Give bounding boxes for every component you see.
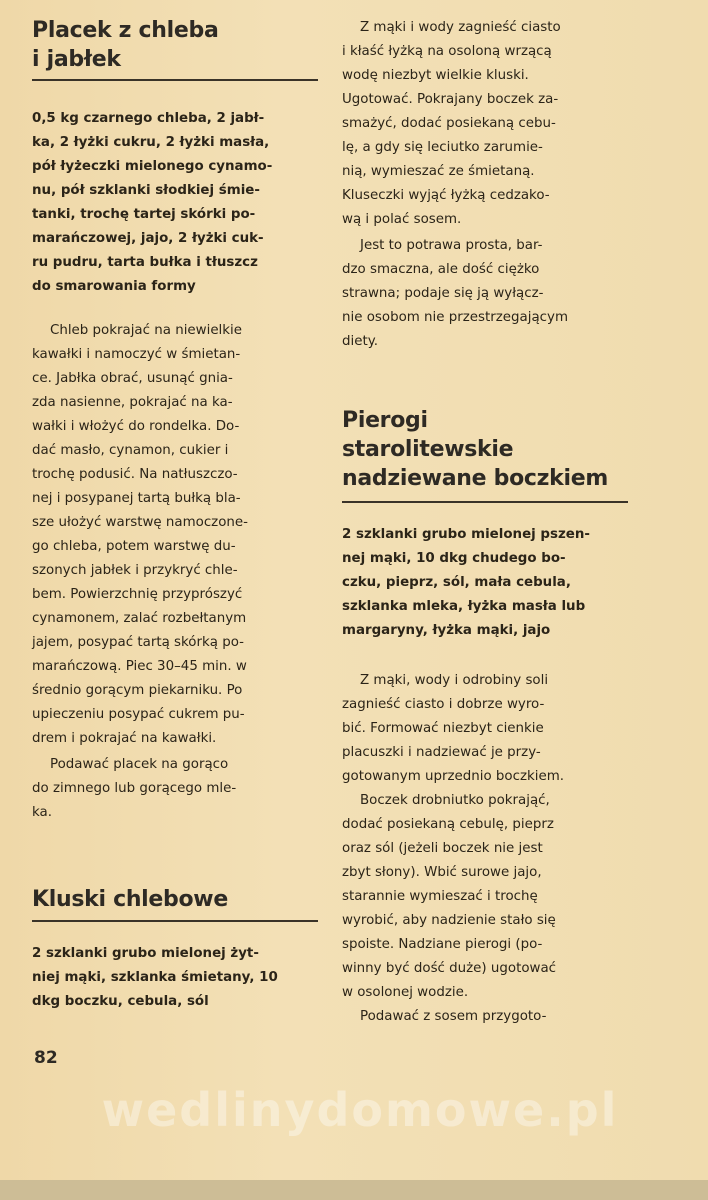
method-kluski: Z mąki i wody zagnieść ciasto i kłaść łyżką na osoloną wrzącą wodę niezbyt wielkie kluski. Ugotować. Pokrajany boczek za- smażyć, dodać posiekaną cebu- lę, a gdy się leciutko zarumie- nią, wymieszać ze śmietaną. Kluseczki wyjąć łyżką cedzako- wą i polać sosem.: [342, 20, 561, 227]
filling-pierogi: Boczek drobniutko pokrająć, dodać posiekaną cebulę, pieprz oraz sól (jeżeli boczek nie jest zbyt słony). Wbić surowe jajo, starannie wymieszać i trochę wyrobić, aby nadzienie stało się spoiste. Nadziane pierogi (po- winny być dość duże) ugotować w osolonej wodzie.: [342, 793, 557, 1000]
title-line: starolitewskie: [342, 437, 514, 462]
serving-pierogi: Podawać z sosem przygoto-: [360, 1009, 547, 1024]
title-rule: [32, 920, 318, 922]
serving-placek: Podawać placek na gorąco do zimnego lub gorącego mle- ka.: [32, 757, 237, 820]
title-rule: [32, 79, 318, 81]
right-column: [342, 0, 632, 1029]
watermark: wedlinydomowe.pl: [101, 1083, 619, 1137]
note-kluski: Jest to potrawa prosta, bar- dzo smaczna, ale dość ciężko strawna; podaje się ją wyłącz- nie osobom nie przestrzegającym diety.: [342, 238, 568, 349]
page-bottom-edge: [0, 1180, 708, 1200]
title-line: Pierogi: [342, 408, 428, 433]
page-number: 82: [34, 1048, 58, 1068]
method-pierogi: Z mąki, wody i odrobiny soli zagnieść ciasto i dobrze wyro- bić. Formować niezbyt cienkie placuszki i nadziewać je przy- gotowanym uprzednio boczkiem.: [342, 673, 565, 784]
title-line: nadziewane boczkiem: [342, 466, 608, 491]
ingredients-placek: 0,5 kg czarnego chleba, 2 jabł- ka, 2 łyżki cukru, 2 łyżki masła, pół łyżeczki mielonego cynamo- nu, pół szklanki słodkiej śmie- tanki, trochę tartej skórki po- marańczowej, jajo, 2 łyżki cuk- ru pudru, tarta bułka i tłuszcz do smarowania formy: [32, 111, 273, 294]
recipe-title-placek: [32, 16, 320, 74]
recipe-title-pierogi: [342, 406, 632, 493]
left-column: [32, 0, 320, 1014]
ingredients-pierogi: 2 szklanki grubo mielonej pszen- nej mąki, 10 dkg chudego bo- czku, pieprz, sól, mała cebula, szklanka mleka, łyżka masła lub margaryny, łyżka mąki, jajo: [342, 527, 590, 638]
method-placek: Chleb pokrajać na niewielkie kawałki i namoczyć w śmietan- ce. Jabłka obrać, usunąć gnia- zda nasienne, pokrajać na ka- wałki i włożyć do rondelka. Do- dać masło, cynamon, cukier i trochę podusić. Na natłuszczo- nej i posypanej tartą bułką bla- sze ułożyć warstwę namoczone- go chleba, potem warstwę du- szonych jabłek i przykryć chle- bem. Powierzchnię przyprószyć cynamonem, zalać rozbełtanym jajem, posypać tartą skórką po- marańczową. Piec 30–45 min. w średnio gorącym piekarniku. Po upieczeniu posypać cukrem pu- drem i pokrajać na kawałki.: [32, 323, 248, 746]
title-line: Placek z chleba: [32, 18, 219, 43]
recipe-title-kluski: Kluski chlebowe: [32, 887, 228, 912]
ingredients-kluski: 2 szklanki grubo mielonej żyt- niej mąki, szklanka śmietany, 10 dkg boczku, cebula, sól: [32, 946, 278, 1009]
title-line: i jabłek: [32, 47, 121, 72]
title-rule: [342, 501, 628, 503]
